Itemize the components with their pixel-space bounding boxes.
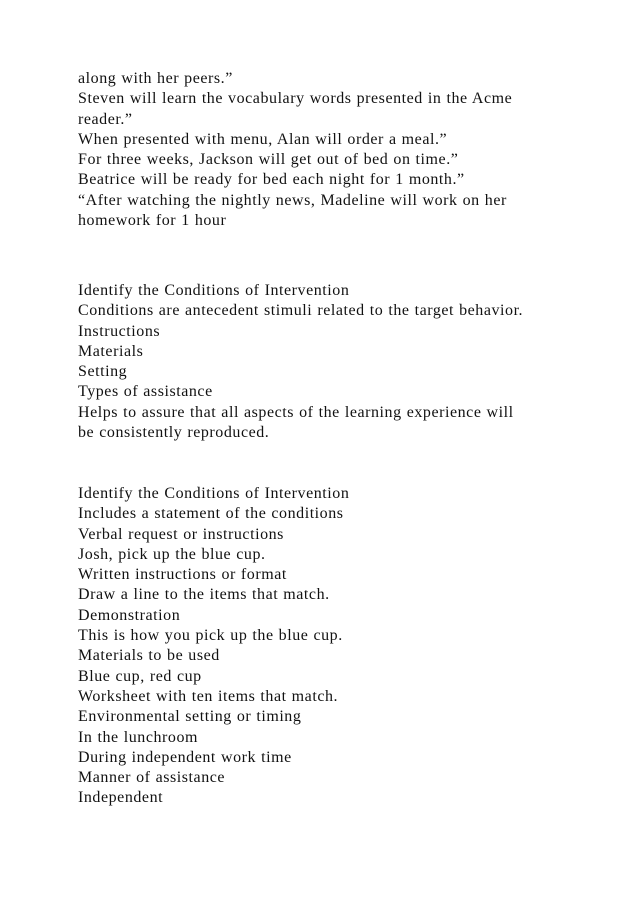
text-line: Independent [78,789,164,807]
text-line: reader.” [78,110,133,128]
text-line: During independent work time [78,748,292,766]
text-line: Includes a statement of the conditions [78,505,344,523]
text-line: Demonstration [78,606,181,624]
section-heading: Identify the Conditions of Intervention [78,485,350,502]
text-line: Instructions [78,322,161,340]
text-line: “After watching the nightly news, Madeline will work on her [78,191,507,209]
text-line: Blue cup, red cup [78,667,202,685]
text-line: This is how you pick up the blue cup. [78,627,343,645]
text-line: Josh, pick up the blue cup. [78,545,266,563]
text-line: Worksheet with ten items that match. [78,687,339,705]
text-line: Materials [78,342,144,360]
text-line: Materials to be used [78,647,220,665]
section-heading: Identify the Conditions of Intervention [78,282,350,299]
text-line: In the lunchroom [78,728,198,746]
text-line: Draw a line to the items that match. [78,586,330,604]
text-block-conditions-statement [78,484,618,809]
text-line: homework for 1 hour [78,212,227,230]
text-block-goal-examples [78,69,618,231]
text-line: Helps to assure that all aspects of the learning experience will [78,403,514,421]
text-line: Setting [78,363,128,381]
text-line: Beatrice will be ready for bed each night for 1 month.” [78,171,465,189]
text-line: be consistently reproduced. [78,424,270,442]
text-line: Steven will learn the vocabulary words presented in the Acme [78,90,513,108]
text-line: Written instructions or format [78,566,287,584]
text-line: Manner of assistance [78,769,226,787]
text-line: When presented with menu, Alan will order a meal.” [78,130,448,148]
text-line: For three weeks, Jackson will get out of bed on time.” [78,151,459,169]
text-line: Types of assistance [78,383,213,401]
text-line: Environmental setting or timing [78,708,302,726]
text-line: along with her peers.” [78,70,233,87]
text-block-conditions-overview [78,281,618,443]
text-line: Verbal request or instructions [78,525,284,543]
text-line: Conditions are antecedent stimuli related to the target behavior. [78,302,524,320]
